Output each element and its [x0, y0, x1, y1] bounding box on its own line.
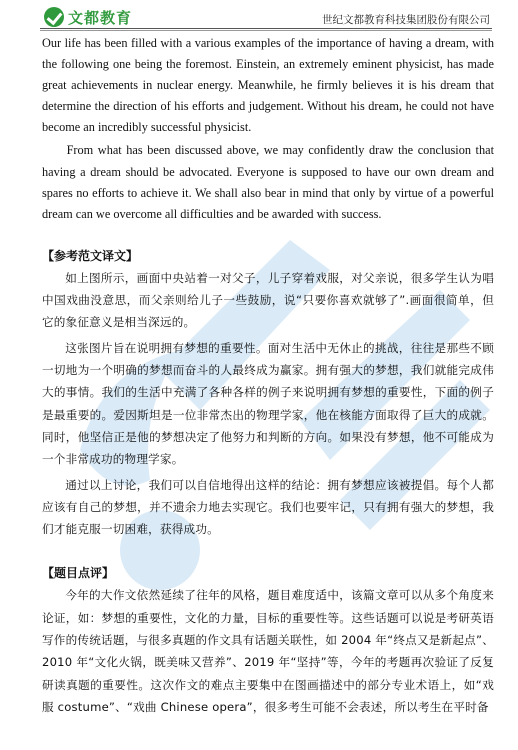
wendu-check-logo-icon	[44, 7, 64, 27]
page-content	[42, 33, 494, 718]
brand-name: 文都教育	[68, 8, 133, 27]
translation-paragraph: 这张图片旨在说明拥有梦想的重要性。面对生活中无休止的挑战，往往是那些不顾一切地为一个明确的梦想而奋斗的人最终成为赢家。拥有强大的梦想，我们就能完成伟大的事情。我们的生活中充满了各种各样的例子来说明拥有梦想的重要性，下面的例子是最重要的。爱因斯坦是一位非常杰出的物理学家，他在核能方面取得了巨大的成就。同时，他坚信正是他的梦想决定了他努力和判断的方向。如果没有梦想，他不可能成为一个非常成功的物理学家。	[42, 340, 494, 467]
english-paragraph: From what has been discussed above, we may confidently draw the conclusion that having a dream should be advocated. Everyone is supposed to have our own dream and spares no efforts to achieve it. We shall also bear in mind that only by virtue of a powerful dream can we overcome all difficulties and be awarded with success.	[42, 143, 494, 221]
header-divider	[40, 28, 492, 29]
review-title: 【题目点评】	[42, 566, 115, 581]
company-name: 世纪文都教育科技集团股份有限公司	[322, 14, 490, 26]
review-paragraph: 今年的大作文依然延续了往年的风格，题目难度适中，该篇文章可以从多个角度来论证，如：梦想的重要性，文化的力量，目标的重要性等。这些话题可以说是考研英语写作的传统话题，与很多真题的作文具有话题关联性，如 2004 年“终点又是新起点”、2010 年“文化火锅，既美味又营养”、2019 年“坚持”等，今年的考题再次验证了反复研读真题的重要性。这次作文的难点主要集中在图画描述中的部分专业术语上，如“戏服 costume”、“戏曲 Chinese opera”，很多考生可能不会表述，所以考生在平时备	[42, 588, 494, 714]
translation-paragraph: 通过以上讨论，我们可以自信地得出这样的结论：拥有梦想应该被提倡。每个人都应该有自己的梦想，并不遗余力地去实现它。我们也要牢记，只有拥有强大的梦想，我们才能克服一切困难，获得成功。	[42, 477, 494, 537]
header-divider-thin	[40, 30, 492, 31]
page-header	[0, 0, 518, 30]
english-paragraph: Our life has been filled with a various examples of the importance of having a dream, with the following one being the foremost. Einstein, an extremely eminent physicist, has made great achievements in nuclear energy. Meanwhile, he firmly believes it is his dream that determine the direction of his efforts and judgement. Without his dream, he could not have become an incredibly successful physicist.	[42, 36, 494, 135]
translation-title: 【参考范文译文】	[42, 248, 139, 263]
brand-logo	[44, 6, 132, 28]
translation-paragraph: 如上图所示，画面中央站着一对父子，儿子穿着戏服，对父亲说，很多学生认为唱中国戏曲没意思，而父亲则给儿子一些鼓励，说“只要你喜欢就够了”.画面很简单，但它的象征意义是相当深远的。	[42, 270, 494, 330]
